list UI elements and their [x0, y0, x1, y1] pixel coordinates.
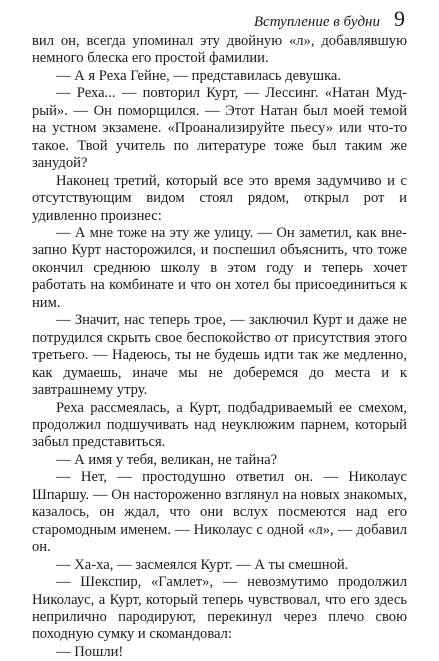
paragraph: — А мне тоже на эту же улицу. — Он заметил, как внезапно Курт насторожился, и поспешил объяснить, что тоже окончил среднюю школу в этом году и теперь хочет работать на комбинате и что он хотел бы присоединиться к ним.: [32, 224, 407, 311]
body-text: [32, 33, 407, 661]
paragraph: — Реха... — повторил Курт, — Лессинг. «Натан Мудрый». — Он поморщился. — Этот Натан был моей темой на устном экзамене. «Проанализируйте пьесу» или что-то такое. Твой учитель по литературе тоже был таким же занудой?: [32, 85, 407, 172]
paragraph: Наконец третий, который все это время задумчиво и с отсутствующим видом стоял рядом, открыл рот и удивленно произнес:: [32, 172, 407, 224]
paragraph: — Ха-ха, — засмеялся Курт. — А ты смешной.: [56, 556, 349, 573]
running-head-title: Вступление в будни: [253, 14, 380, 30]
paragraph: — Шекспир, «Гамлет», — невозмутимо продолжил Николаус, а Курт, который теперь чувствовал, что его здесь неприлично пародируют, перекинул через плечо свою походную сумку и скомандовал:: [32, 574, 407, 643]
paragraph: — Пошли!: [56, 643, 124, 660]
paragraph: — А имя у тебя, великан, не тайна?: [56, 451, 278, 468]
paragraph: — А я Реха Гейне, — представилась девушка.: [56, 67, 342, 84]
paragraph: — Значит, нас теперь трое, — заключил Курт и даже не потрудился скрыть свое беспокойство от присутствия этого третьего. — Надеюсь, ты не будешь идти так же медленно, как думаешь, иначе мы не доберемся до места и к завтрашнему утру.: [32, 312, 407, 399]
page-number: 9: [394, 6, 405, 31]
paragraph: Реха рассмеялась, а Курт, подбадриваемый ее смехом, продолжил подшучивать над неуклюжим парнем, который забыл представиться.: [32, 399, 407, 451]
paragraph: вил он, всегда упоминал эту двойную «л», добавлявшую немного блеска его простой фамилии.: [32, 33, 407, 67]
running-head: [254, 6, 405, 32]
paragraph: — Нет, — простодушно ответил он. — Николаус Шпаршу. — Он настороженно взглянул на новых знакомых, казалось, он ждал, что они вслух посмеются над его старомодным именем. — Николаус с одной «л», — добавил он.: [32, 469, 407, 556]
